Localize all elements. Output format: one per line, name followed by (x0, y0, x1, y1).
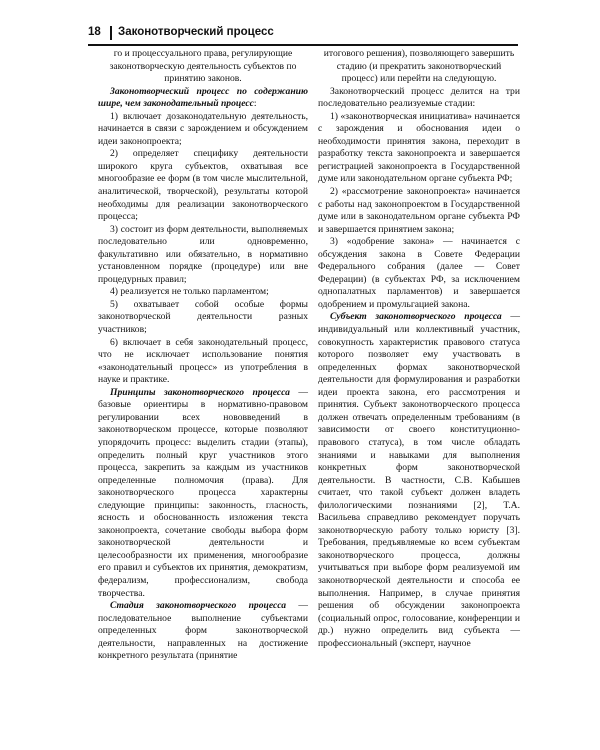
term: Субъект законотворческого процесса (330, 311, 502, 323)
list-item: 3) состоит из форм деятельности, выполняемых последовательно или одновременно, факультативно или обязательно, в нормативно установленном порядке (процедуре) или вне процедурных правил; (98, 223, 308, 285)
paragraph-definition (98, 86, 308, 111)
header-rule (88, 44, 518, 46)
right-column (318, 48, 520, 650)
paragraph-subject (318, 311, 520, 650)
list-item: 2) «рассмотрение законопроекта» начинается с работы над законопроектом в Государственной думе или в законодательном органе субъекта РФ и завершается принятием закона; (318, 186, 520, 235)
page-header (88, 26, 518, 44)
list-item: 4) реализуется не только парламентом; (110, 286, 269, 298)
term: Законотворческий процесс по содержанию шире, чем законодательный процесс (98, 85, 308, 110)
list-item: 5) охватывает собой особые формы законотворческой деятельности разных участников; (98, 298, 308, 336)
paragraph: Законотворческий процесс делится на три последовательно реализуемые стадии: (318, 85, 520, 110)
paragraph: го и процессуального права, регулирующие законотворческую деятельность субъектов по принятию законов. (109, 48, 297, 85)
text: — базовые ориентиры в нормативно-правовом регулировании всех нововведений в законотворческом процессе, которые позволяют упорядочить процесс: выделить стадии (этапы), определить полный круг участников этого процесса, закрепить за каждым из участников определенные полномочия (права). Для законотворческого процесса характерны следующие принципы: законность, гласность, ясность и обоснованность изложения текста законопроекта, сочетание свободы выбора форм законотворческой деятельности и целесообразности их применения, многообразие его правил и субъектов их принятия, демократизм, федерализм, профессионализм, свобода творчества. (98, 386, 308, 599)
list-item: 1) «законотворческая инициатива» начинается с зарождения и обоснования идеи о необходимости принятия закона, переходит в разработку текста законопроекта и завершается регистрацией законопроекта в Государственной думе или законодательном органе субъекта РФ; (318, 110, 520, 185)
term: Стадия законотворческого процесса (110, 600, 287, 612)
paragraph-stage (98, 600, 308, 663)
list-item: 2) определяет специфику деятельности широкого круга субъектов, охватывая все многообразие ее форм (в том числе мыслительной, аналитической, творческой), результаты которой необходимы для реализации законотворческого процесса; (98, 148, 308, 223)
list-item: 1) включает дозаконодательную деятельность, начинается в связи с зарождением и обсуждением идеи законопроекта; (98, 110, 308, 147)
page-number: 18 (88, 26, 101, 38)
header-separator (110, 26, 112, 40)
text: : (253, 98, 257, 110)
term: Принципы законотворческого процесса (110, 386, 290, 398)
running-title: Законотворческий процесс (118, 26, 274, 38)
paragraph-principles (98, 387, 308, 600)
text: — последовательное выполнение субъектами определенных форм законотворческой деятельности, направленных на достижение конкретного результата (принятие (98, 600, 308, 662)
paragraph: итогового решения), позволяющего завершить стадию (и прекратить законотворческий процесс) или перейти на следующую. (323, 48, 515, 85)
list-item: 6) включает в себя законодательный процесс, что не исключает использование понятия «законодательный процесс» из употребления в науке и практике. (98, 336, 308, 386)
text: — индивидуальный или коллективный участник, совокупность характеристик правового статуса которого позволяет ему участвовать в определенных формах законотворческой деятельности для формулирования и разработки идеи проекта закона, его рассмотрения и принятия. Субъект законотворческого процесса должен отвечать определенным требованиям (в зависимости от своего конституционно-правового статуса), в том числе обладать знаниями и навыками для выполнения конкретных форм законотворческой деятельности. В частности, С.В. Кабышев считает, что такой субъект должен владеть филологическими познаниями [2], Т.А. Васильева справедливо рекомендует поручать законотворческую работу только юристу [3]. Требования, предъявляемые ко всем субъектам законотворческого процесса, должны учитываться при выборе форм реализуемой им законотворческой деятельности и способа ее выполнения. Например, в случае принятия решения об обсуждении законопроекта (социальный опрос, голосование, конференции и др.) нужно определить вид субъекта — профессиональный (эксперт, научное (318, 311, 521, 649)
list-item: 3) «одобрение закона» — начинается с обсуждения закона в Совете Федерации Федерального собрания (далее — Совет Федерации) (в субъектах РФ, за исключением однопалатных парламентов) и завершается одобрением и промульгацией закона. (318, 236, 520, 310)
left-column (98, 48, 308, 663)
